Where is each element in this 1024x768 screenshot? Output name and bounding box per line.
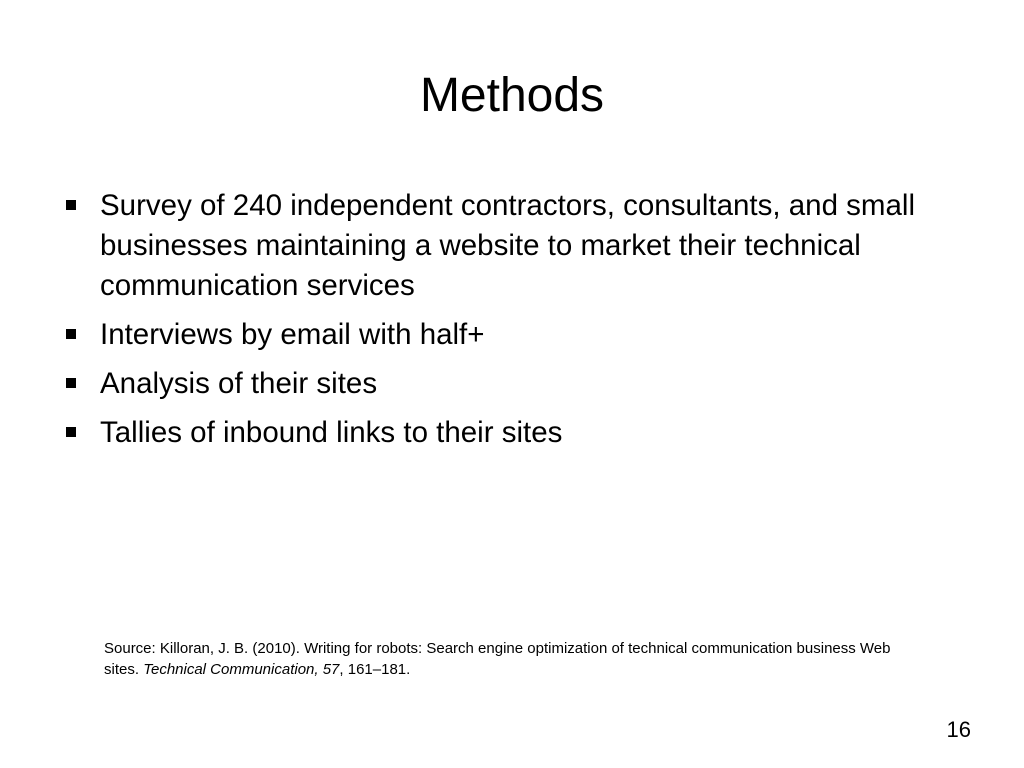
- bullet-list: [60, 186, 980, 462]
- square-bullet-icon: [66, 200, 76, 210]
- citation-pages: , 161–181.: [339, 661, 411, 678]
- slide-title: Methods: [419, 69, 605, 122]
- page-number: 16: [946, 717, 971, 742]
- bullet-item: [60, 364, 980, 404]
- bullet-item: [60, 413, 980, 453]
- citation-journal: Technical Communication, 57: [143, 661, 340, 678]
- square-bullet-icon: [66, 427, 76, 437]
- bullet-text: Survey of 240 independent contractors, consultants, and small businesses maintaining a website to market their technical communication services: [100, 189, 916, 302]
- bullet-item: [60, 186, 980, 306]
- citation-text: Source: Killoran, J. B. (2010). Writing for robots: Search engine optimization of technical communication business Web sites.: [104, 640, 891, 678]
- square-bullet-icon: [66, 329, 76, 339]
- source-citation: [104, 638, 924, 680]
- bullet-text: Tallies of inbound links to their sites: [100, 416, 563, 449]
- square-bullet-icon: [66, 378, 76, 388]
- bullet-item: [60, 315, 980, 355]
- bullet-text: Analysis of their sites: [100, 367, 378, 400]
- bullet-text: Interviews by email with half+: [100, 318, 485, 351]
